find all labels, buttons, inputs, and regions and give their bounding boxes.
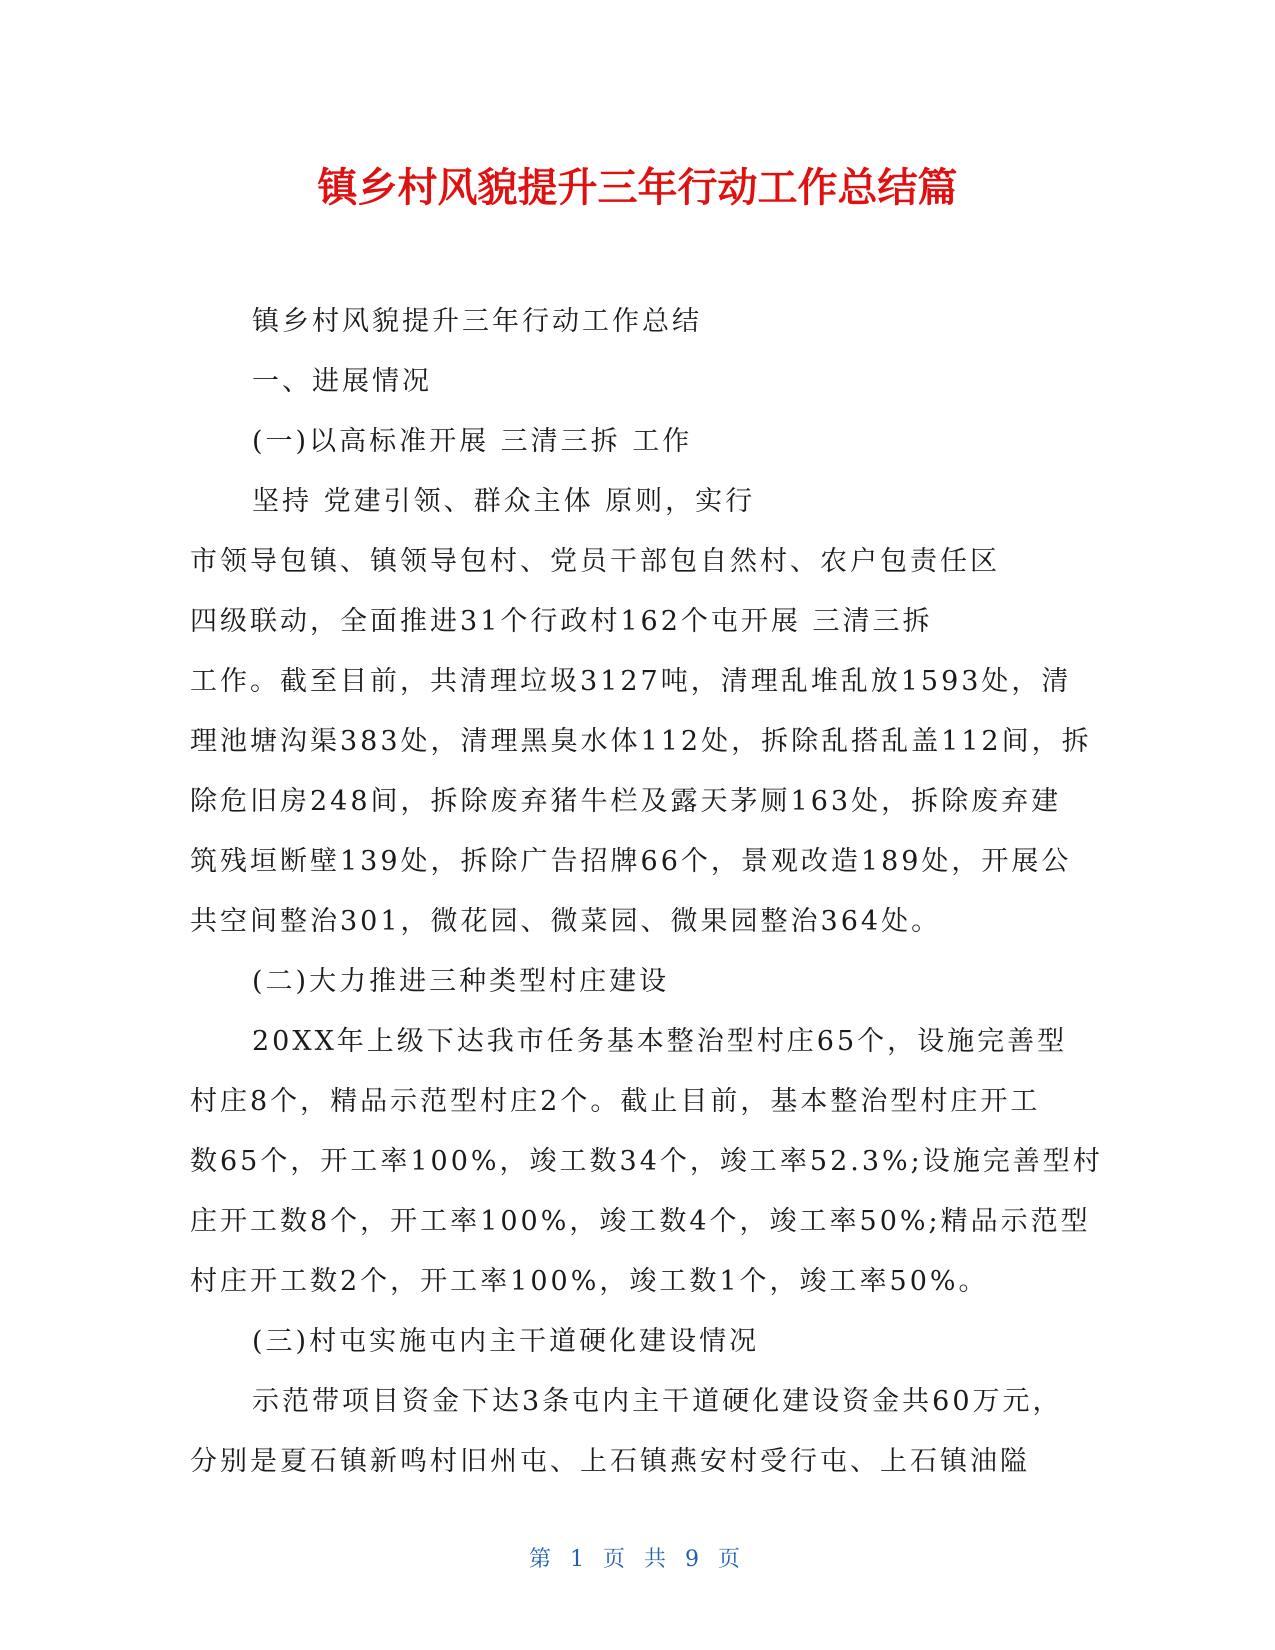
paragraph-line: 镇乡村风貌提升三年行动工作总结 (252, 306, 702, 337)
paragraph-line: 20XX年上级下达我市任务基本整治型村庄65个，设施完善型 (252, 1026, 1068, 1057)
paragraph-line: 一、进展情况 (252, 366, 432, 397)
document-body (190, 292, 1103, 1492)
paragraph-line: 共空间整治301，微花园、微菜园、微果园整治364处。 (190, 906, 942, 937)
paragraph-line: 四级联动，全面推进31个行政村162个屯开展 三清三拆 (190, 606, 933, 637)
paragraph-line: 庄开工数8个，开工率100%，竣工数4个，竣工率50%;精品示范型 (190, 1206, 1091, 1237)
paragraph-line: 筑残垣断壁139处，拆除广告招牌66个，景观改造189处，开展公 (190, 846, 1072, 877)
paragraph-line: (三)村屯实施屯内主干道硬化建设情况 (252, 1326, 760, 1357)
paragraph-line: 分别是夏石镇新鸣村旧州屯、上石镇燕安村受行屯、上石镇油隘 (190, 1446, 1030, 1477)
paragraph-line: 坚持 党建引领、群众主体 原则，实行 (252, 486, 756, 517)
paragraph-line: 市领导包镇、镇领导包村、党员干部包自然村、农户包责任区 (190, 546, 1000, 577)
paragraph-line: 村庄开工数2个，开工率100%，竣工数1个，竣工率50%。 (190, 1266, 989, 1297)
document-title: 镇乡村风貌提升三年行动工作总结篇 (317, 165, 958, 211)
paragraph-line: 工作。截至目前，共清理垃圾3127吨，清理乱堆乱放1593处，清 (190, 666, 1072, 697)
paragraph-line: (二)大力推进三种类型村庄建设 (252, 966, 670, 997)
paragraph-line: 除危旧房248间，拆除废弃猪牛栏及露天茅厕163处，拆除废弃建 (190, 786, 1062, 817)
page-footer: 第 1 页 共 9 页 (529, 1547, 746, 1572)
paragraph-line: 村庄8个，精品示范型村庄2个。截止目前，基本整治型村庄开工 (190, 1086, 1041, 1117)
paragraph-line: (一)以高标准开展 三清三拆 工作 (252, 426, 693, 457)
paragraph-line: 数65个，开工率100%，竣工数34个，竣工率52.3%;设施完善型村 (190, 1146, 1103, 1177)
paragraph-line: 理池塘沟渠383处，清理黑臭水体112处，拆除乱搭乱盖112间，拆 (190, 726, 1092, 757)
paragraph-line: 示范带项目资金下达3条屯内主干道硬化建设资金共60万元， (252, 1386, 1063, 1417)
